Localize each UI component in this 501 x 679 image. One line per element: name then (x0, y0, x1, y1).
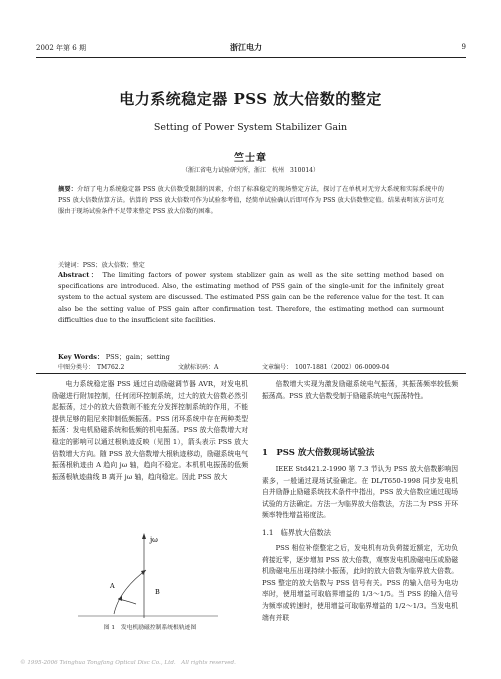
curve-a-label: A (110, 582, 115, 590)
body-right-paragraph-1: 倍数增大实现为激发励磁系统电气振荡，其振荡频率较低频振荡高。PSS 放大倍数受制于励磁系统电气振荡特性。 (262, 380, 458, 400)
figure-caption: 图 1 发电机励磁控制系统根轨迹图 (103, 625, 197, 631)
body-left-column: 电力系统稳定器 PSS 通过自动励磁调节器 AVR，对发电机励磁进行附加控制，任何闭环控制系统，过大的放大倍数必然引起振荡，过小的放大倍数则不能充分发挥控制系统的作用，不能提供足够的阻尼来抑制低频振荡。PSS 闭环系统中存在两种类型振荡：发电机励磁系统和低频的机电振荡。PSS 放大倍数增大对稳定的影响可以通过根轨迹反映（见图 1），箭头表示 PSS 放大倍数增大方向。随 PSS 放大倍数增大根轨迹移动，励磁系统电气振荡根轨迹由 A 趋向 jω 轴，趋向不稳定。本机机电振荡的低频振荡根轨迹曲线 B 离开 jω 轴，趋向稳定。因此 PSS 放大 (52, 380, 248, 481)
section-heading-1: 1 PSS 放大倍数现场试验法 (262, 448, 375, 458)
running-header (36, 43, 466, 55)
abstract-en-text: The limiting factors of power system stablizer gain as well as the site setting method based on specifications are introduced. Also, the estimating method of PSS gain of the single-unit for the infinitely great system to the actual system are discussed. The estimated PSS gain can be the reference value for the test. It can also be the setting value of PSS gain after confirmation test. Therefore, the estimating method can surmount difficulties due to the insufficient site facilities. (58, 271, 444, 324)
abstract-cn-text: 介绍了电力系统稳定器 PSS 放大倍数受限制的因素，介绍了标准稳定的现场整定方法，探讨了在单机对无穷大系统和实际系统中的 PSS 放大倍数估算方法。估算的 PSS 放大倍数可作为试验参考值，经简单试验确认后即可作为 PSS 放大倍数整定值。结果表明该方法可克服由于现场试验条件不足带来整定 PSS 放大倍数的困难。 (58, 186, 444, 216)
keywords-en-text: PSS；gain；setting (105, 353, 170, 361)
author-name: 竺士章 (234, 153, 267, 164)
author-affiliation: （浙江省电力试验研究所，浙江 杭州 310014） (182, 167, 319, 174)
abstract-en (58, 270, 444, 355)
header-rule (36, 57, 466, 58)
copyright-footer: © 1995-2006 Tsinghua Tongfang Optical Disc Co., Ltd. All rights reserved. (20, 660, 236, 666)
keywords-en-label: Key Words： (58, 353, 104, 361)
article-title-cn: 电力系统稳定器 PSS 放大倍数的整定 (119, 90, 382, 108)
page-number: 9 (461, 43, 466, 51)
article-number: 文章编号： 1007-1881（2002）06-0009-04 (262, 364, 390, 371)
jw-axis-arrow (142, 533, 146, 539)
abstract-cn-label: 摘要： (58, 186, 78, 193)
body-right-paragraph-3: PSS 相位补偿整定之后，发电机有功负荷接近额定，无功负荷接近零，逐步增加 PSS 放大倍数，观察发电机励磁电压或励磁机励磁电压出现持续小振荡，此时的放大倍数为临界放大倍数。PSS 整定的放大倍数与 PSS 信号有关。PSS 的输入信号为电功率时，使用增益可取临界增益的 1/3～1/5。当 PSS 的输入信号为频率或转速时，使用增益可取临界增益的 1/2～1/3。当发电机端有并联 (262, 544, 458, 622)
abstract-cn (58, 184, 444, 262)
clc-number: 中图分类号： TM762.2 (58, 364, 125, 371)
keywords-cn-label: 关键词： (58, 262, 83, 269)
body-right-paragraph-2: IEEE Std421.2-1990 第 7.3 节认为 PSS 放大倍数影响因素多，一般通过现场试验确定。在 DL/T650-1998 同步发电机自并励静止励磁系统技术条件中指出，PSS 放大倍数应通过现场试验的方法确定。方法一为临界放大倍数法，方法二为 PSS 开环频率特性增益裕度法。 (262, 465, 458, 520)
locus-curve-a-arrow (141, 570, 146, 575)
root-locus-figure (72, 530, 222, 620)
document-code: 文献标识码：A (178, 364, 219, 371)
issue-label: 2002 年第 6 期 (36, 44, 86, 52)
subsection-heading-1-1: 1.1 临界放大倍数法 (262, 528, 331, 537)
abstract-en-label: Abstract： (58, 271, 99, 279)
locus-curve-a (114, 570, 146, 614)
jw-axis-label: jω (150, 536, 158, 544)
abstract-rule (36, 373, 466, 374)
curve-b-label: B (155, 588, 160, 596)
article-title-en: Setting of Power System Stabilizer Gain (153, 122, 348, 133)
journal-name: 浙江电力 (230, 42, 262, 52)
keywords-cn-text: PSS；放大倍数；整定 (82, 262, 145, 269)
